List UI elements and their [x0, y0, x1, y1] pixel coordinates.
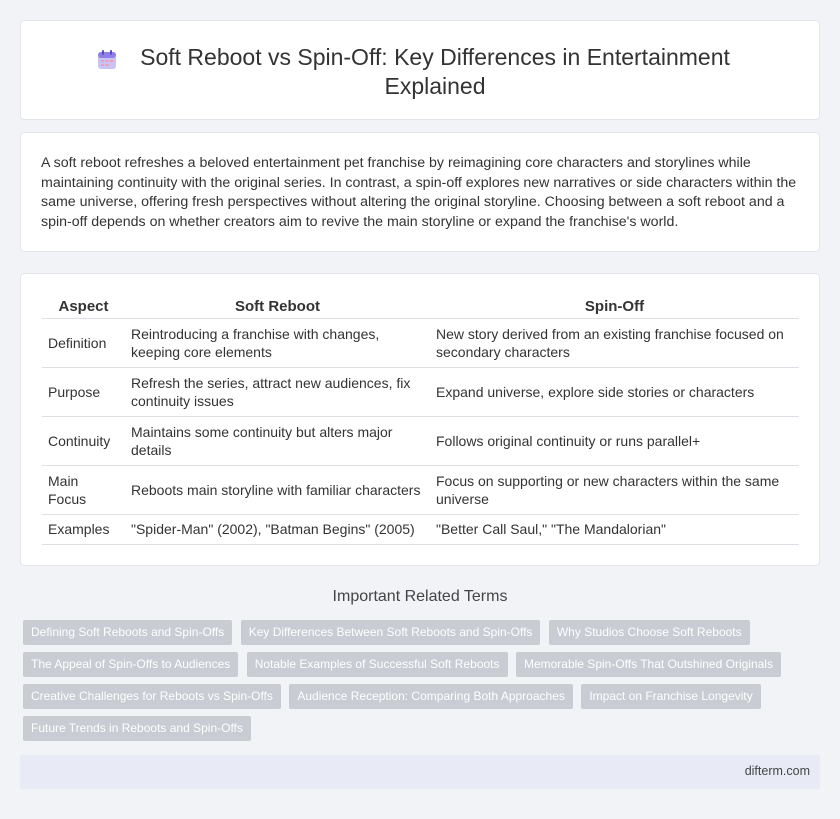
row-soft-reboot: "Spider-Man" (2002), "Batman Begins" (2005) — [125, 514, 430, 544]
row-spin-off: "Better Call Saul," "The Mandalorian" — [430, 514, 799, 544]
page-title: Soft Reboot vs Spin-Off: Key Differences in Entertainment Explained — [140, 44, 730, 99]
row-aspect: Continuity — [42, 416, 125, 465]
related-term-tag[interactable]: Future Trends in Reboots and Spin-Offs — [23, 716, 251, 741]
related-term-tag[interactable]: Audience Reception: Comparing Both Approaches — [289, 684, 573, 709]
row-aspect: Examples — [42, 514, 125, 544]
intro-paragraph: A soft reboot refreshes a beloved entertainment pet franchise by reimagining core characters and storylines while maintaining continuity with the original series. In contrast, a spin-off explores new narratives or side characters within the same universe, offering fresh perspectives without altering the original storyline. Choosing between a soft reboot and a spin-off depends on whether creators aim to revive the main storyline or expand the franchise's world. — [41, 155, 797, 230]
row-spin-off: Focus on supporting or new characters within the same universe — [430, 465, 799, 514]
header-spin-off: Spin-Off — [430, 294, 799, 318]
row-soft-reboot: Refresh the series, attract new audiences, fix continuity issues — [125, 367, 430, 416]
row-aspect: Purpose — [42, 367, 125, 416]
related-term-tag[interactable]: Creative Challenges for Reboots vs Spin-Offs — [23, 684, 281, 709]
related-term-tag[interactable]: Why Studios Choose Soft Reboots — [549, 620, 750, 645]
table-row — [42, 514, 799, 544]
header-aspect: Aspect — [42, 294, 125, 318]
comparison-table — [42, 294, 799, 545]
related-term-tag[interactable]: Key Differences Between Soft Reboots and Spin-Offs — [241, 620, 541, 645]
row-spin-off: New story derived from an existing franchise focused on secondary characters — [430, 318, 799, 367]
footer-site-link[interactable]: difterm.com — [744, 764, 810, 778]
comparison-card — [20, 273, 820, 566]
footer — [20, 755, 820, 789]
related-term-tag[interactable]: Notable Examples of Successful Soft Reboots — [247, 652, 508, 677]
table-header-row — [42, 294, 799, 318]
table-row — [42, 416, 799, 465]
related-terms-heading: Important Related Terms — [332, 588, 508, 605]
row-soft-reboot: Reintroducing a franchise with changes, keeping core elements — [125, 318, 430, 367]
table-row — [42, 465, 799, 514]
related-term-tag[interactable]: Impact on Franchise Longevity — [581, 684, 760, 709]
intro-card — [20, 132, 820, 252]
header-soft-reboot: Soft Reboot — [125, 294, 430, 318]
row-aspect: Definition — [42, 318, 125, 367]
related-terms-list — [23, 620, 803, 748]
row-spin-off: Follows original continuity or runs parallel+ — [430, 416, 799, 465]
related-term-tag[interactable]: Memorable Spin-Offs That Outshined Originals — [516, 652, 781, 677]
row-aspect: Main Focus — [42, 465, 125, 514]
row-soft-reboot: Maintains some continuity but alters major details — [125, 416, 430, 465]
related-term-tag[interactable]: Defining Soft Reboots and Spin-Offs — [23, 620, 232, 645]
table-row — [42, 367, 799, 416]
title-card — [20, 20, 820, 120]
table-row — [42, 318, 799, 367]
row-soft-reboot: Reboots main storyline with familiar characters — [125, 465, 430, 514]
row-spin-off: Expand universe, explore side stories or characters — [430, 367, 799, 416]
related-term-tag[interactable]: The Appeal of Spin-Offs to Audiences — [23, 652, 238, 677]
